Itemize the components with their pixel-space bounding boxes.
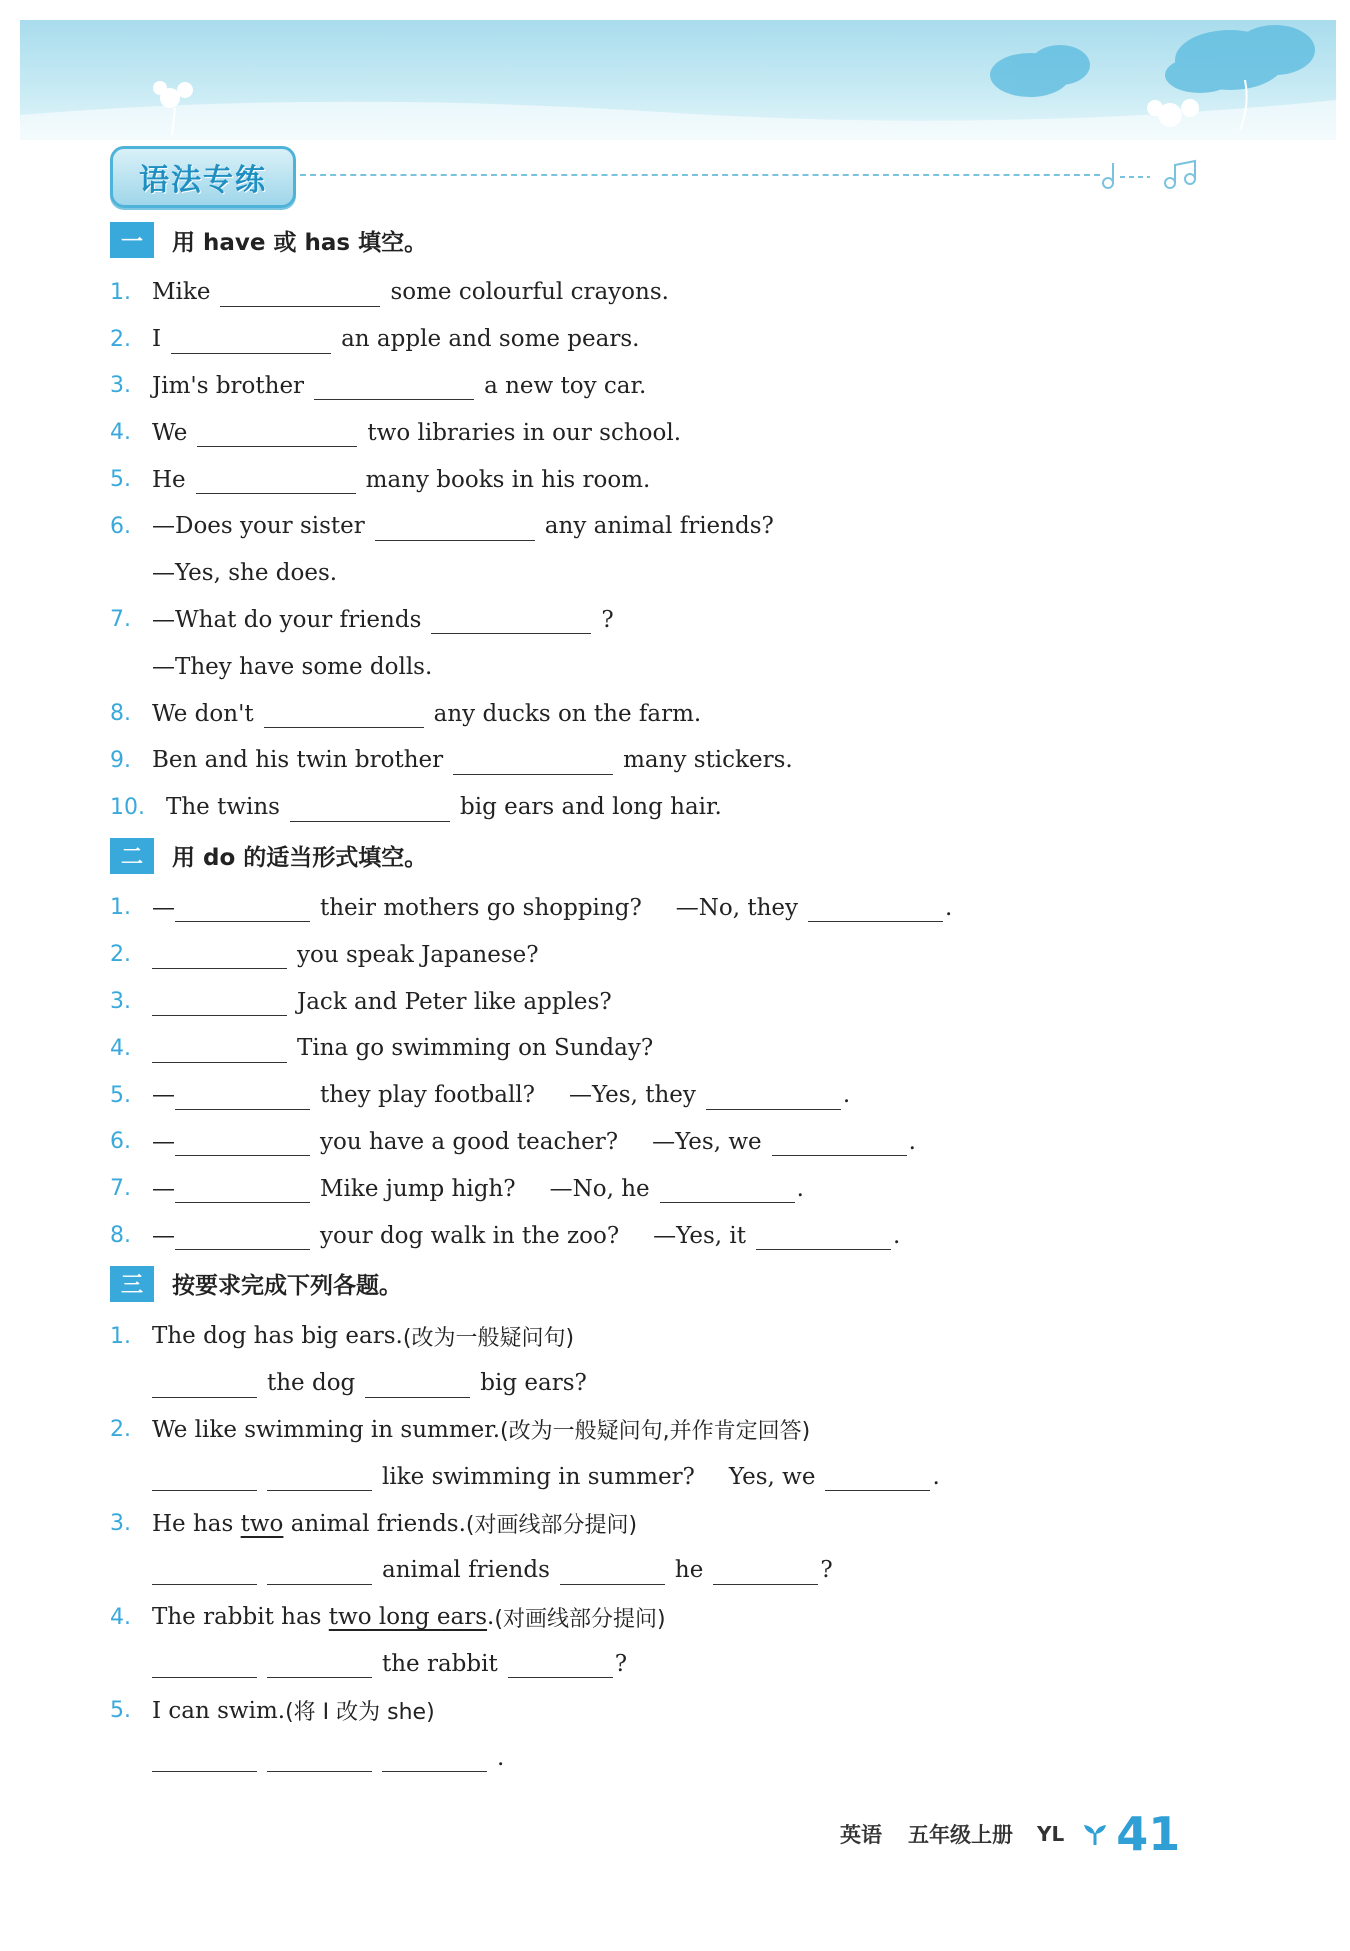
question-row — [110, 1313, 1240, 1360]
header-banner — [20, 20, 1336, 140]
answer-blank[interactable] — [220, 278, 380, 307]
answer-text: animal friends — [382, 1557, 550, 1584]
question-row — [110, 597, 1240, 644]
question-number: 9. — [110, 747, 131, 773]
part-1-header — [110, 215, 1240, 265]
answer-blank[interactable] — [808, 893, 943, 922]
punctuation: . — [945, 894, 953, 921]
question-number: 5. — [110, 467, 131, 493]
question-hint: (将 I 改为 she) — [285, 1700, 435, 1726]
question-row — [110, 978, 1240, 1025]
question-text: any animal friends? — [544, 513, 774, 540]
question-text: some colourful crayons. — [390, 279, 669, 306]
question-number: 1. — [110, 279, 131, 305]
question-number: 3. — [110, 989, 131, 1015]
question-text: Mike jump high? — [320, 1175, 516, 1202]
part-2-header — [110, 831, 1240, 881]
answer-blank[interactable] — [508, 1649, 613, 1678]
question-text: your dog walk in the zoo? — [320, 1222, 620, 1249]
answer-text: —Yes, it — [653, 1222, 746, 1249]
answer-text: he — [674, 1557, 704, 1584]
question-text: I can swim. — [152, 1697, 286, 1724]
question-number: 4. — [110, 1604, 131, 1630]
answer-text: the rabbit — [382, 1650, 498, 1677]
answer-blank[interactable] — [152, 1556, 257, 1585]
question-row — [110, 1212, 1240, 1259]
question-text: many stickers. — [623, 747, 793, 774]
banner-decoration — [20, 20, 1336, 140]
question-text: He has — [152, 1510, 241, 1537]
question-number: 6. — [110, 1129, 131, 1155]
question-text: Tina go swimming on Sunday? — [297, 1035, 654, 1062]
answer-blank[interactable] — [175, 1127, 310, 1156]
question-text: —What do your friends — [152, 606, 422, 633]
dash: — — [152, 1222, 175, 1249]
answer-blank[interactable] — [267, 1556, 372, 1585]
question-text: their mothers go shopping? — [320, 894, 642, 921]
answer-blank[interactable] — [152, 1649, 257, 1678]
answer-row — [110, 1547, 1240, 1594]
question-row — [110, 1594, 1240, 1641]
punctuation: . — [893, 1222, 901, 1249]
answer-text: —No, he — [549, 1175, 650, 1202]
question-text: you speak Japanese? — [297, 941, 539, 968]
answer-blank[interactable] — [175, 893, 310, 922]
answer-blank[interactable] — [772, 1127, 907, 1156]
question-text: Jack and Peter like apples? — [297, 988, 612, 1015]
answer-text: —Yes, they — [569, 1082, 696, 1109]
reply-text: —They have some dolls. — [152, 653, 433, 680]
question-text: Ben and his twin brother — [152, 747, 444, 774]
question-row — [110, 1407, 1240, 1454]
question-row — [110, 456, 1240, 503]
punctuation: . — [908, 1128, 916, 1155]
question-hint: (对画线部分提问) — [465, 1513, 638, 1539]
question-row — [110, 1687, 1240, 1734]
answer-blank[interactable] — [431, 605, 591, 634]
section-title-badge — [110, 146, 296, 208]
question-number: 7. — [110, 1176, 131, 1202]
part-1-badge: 一 — [110, 222, 154, 258]
dash: — — [152, 894, 175, 921]
question-row — [110, 1500, 1240, 1547]
question-text: a new toy car. — [484, 372, 647, 399]
answer-blank[interactable] — [560, 1556, 665, 1585]
punctuation: . — [842, 1082, 851, 1109]
question-text: The dog has big ears. — [152, 1323, 403, 1350]
answer-blank[interactable] — [264, 699, 424, 728]
page-footer — [840, 1806, 1180, 1862]
question-row — [110, 269, 1240, 316]
question-text: We — [152, 419, 188, 446]
answer-blank[interactable] — [152, 1743, 257, 1772]
punctuation: ? — [820, 1557, 833, 1584]
reply-row — [110, 550, 1240, 597]
answer-blank[interactable] — [756, 1221, 891, 1250]
punctuation: ? — [614, 1650, 628, 1677]
question-number: 8. — [110, 701, 131, 727]
question-number: 2. — [110, 942, 131, 968]
footer-book: 五年级上册 — [908, 1823, 1013, 1847]
answer-blank[interactable] — [660, 1174, 795, 1203]
question-text: —Does your sister — [152, 513, 365, 540]
question-row — [110, 1025, 1240, 1072]
question-row — [110, 316, 1240, 363]
answer-blank[interactable] — [825, 1462, 930, 1491]
part-2-badge: 二 — [110, 838, 154, 874]
answer-blank[interactable] — [197, 418, 357, 447]
part-2-instruction: 用 do 的适当形式填空。 — [172, 845, 428, 872]
answer-blank[interactable] — [196, 465, 356, 494]
exercise-content — [110, 215, 1240, 1781]
answer-blank[interactable] — [152, 940, 287, 969]
underlined-text: two long ears — [328, 1604, 488, 1631]
answer-blank[interactable] — [152, 1462, 257, 1491]
answer-text: —Yes, we — [652, 1128, 762, 1155]
answer-text: the dog — [267, 1370, 356, 1397]
question-hint: (对画线部分提问) — [494, 1606, 666, 1632]
question-number: 6. — [110, 513, 131, 539]
question-text: an apple and some pears. — [341, 326, 640, 353]
question-number: 3. — [110, 373, 131, 399]
question-row — [110, 885, 1240, 932]
question-text: The rabbit has — [152, 1604, 329, 1631]
music-notes-icon — [1100, 155, 1230, 195]
footer-edition: YL — [1037, 1822, 1065, 1846]
question-number: 2. — [110, 326, 131, 352]
answer-row — [110, 1360, 1240, 1407]
reply-row — [110, 643, 1240, 690]
answer-blank[interactable] — [267, 1743, 372, 1772]
answer-blank[interactable] — [175, 1174, 310, 1203]
question-number: 10. — [110, 794, 145, 820]
answer-row — [110, 1641, 1240, 1688]
underlined-text: two — [240, 1510, 284, 1537]
question-number: 3. — [110, 1511, 131, 1537]
title-divider — [300, 174, 1100, 176]
punctuation: . — [932, 1463, 940, 1490]
answer-blank[interactable] — [290, 793, 450, 822]
question-row — [110, 1165, 1240, 1212]
answer-blank[interactable] — [152, 1369, 257, 1398]
question-number: 8. — [110, 1223, 131, 1249]
question-number: 4. — [110, 420, 131, 446]
question-text: ? — [601, 606, 614, 633]
question-row — [110, 690, 1240, 737]
question-text: two libraries in our school. — [367, 419, 682, 446]
part-1-instruction: 用 have 或 has 填空。 — [172, 229, 428, 256]
answer-blank[interactable] — [152, 987, 287, 1016]
question-number: 7. — [110, 607, 131, 633]
punctuation: . — [497, 1744, 505, 1771]
section-title: 语法专练 — [139, 163, 267, 198]
part-3-header — [110, 1259, 1240, 1309]
question-text: big ears and long hair. — [459, 794, 722, 821]
question-row — [110, 409, 1240, 456]
question-number: 5. — [110, 1698, 131, 1724]
answer-blank[interactable] — [171, 325, 331, 354]
page-number: 41 — [1116, 1807, 1181, 1861]
dash: — — [152, 1082, 175, 1109]
question-text: The twins — [166, 794, 280, 821]
answer-row — [110, 1453, 1240, 1500]
question-text: animal friends. — [283, 1510, 466, 1537]
question-hint: (改为一般疑问句) — [402, 1325, 575, 1351]
answer-blank[interactable] — [382, 1743, 487, 1772]
footer-subject: 英语 — [840, 1823, 882, 1847]
question-text: I — [152, 326, 162, 353]
dash: — — [152, 1128, 175, 1155]
question-row — [110, 931, 1240, 978]
answer-text: big ears? — [480, 1370, 587, 1397]
answer-text: Yes, we — [728, 1463, 816, 1490]
question-hint: (改为一般疑问句,并作肯定回答) — [500, 1419, 811, 1445]
question-row — [110, 737, 1240, 784]
answer-blank[interactable] — [175, 1081, 310, 1110]
question-text: We don't — [152, 700, 254, 727]
question-row — [110, 503, 1240, 550]
answer-blank[interactable] — [713, 1556, 818, 1585]
reply-text: —Yes, she does. — [152, 560, 338, 587]
part-3-instruction: 按要求完成下列各题。 — [172, 1273, 402, 1300]
question-number: 2. — [110, 1417, 131, 1443]
dash: — — [152, 1175, 175, 1202]
question-number: 4. — [110, 1035, 131, 1061]
question-row — [110, 784, 1240, 831]
question-row — [110, 1119, 1240, 1166]
part-3-badge: 三 — [110, 1266, 154, 1302]
question-row — [110, 1072, 1240, 1119]
answer-text: like swimming in summer? — [382, 1463, 695, 1490]
question-text: Mike — [152, 279, 211, 306]
answer-blank[interactable] — [365, 1369, 470, 1398]
question-text: many books in his room. — [365, 466, 651, 493]
question-text: He — [152, 466, 186, 493]
answer-row — [110, 1734, 1240, 1781]
question-number: 5. — [110, 1082, 131, 1108]
question-text: any ducks on the farm. — [433, 700, 702, 727]
answer-blank[interactable] — [706, 1081, 841, 1110]
question-number: 1. — [110, 1323, 131, 1349]
question-text: they play football? — [320, 1082, 535, 1109]
answer-blank[interactable] — [267, 1462, 372, 1491]
question-text: you have a good teacher? — [320, 1128, 619, 1155]
question-number: 1. — [110, 895, 131, 921]
answer-blank[interactable] — [267, 1649, 372, 1678]
answer-blank[interactable] — [314, 371, 474, 400]
question-row — [110, 363, 1240, 410]
question-text: . — [487, 1604, 495, 1631]
punctuation: . — [796, 1175, 804, 1202]
answer-blank[interactable] — [453, 746, 613, 775]
question-text: We like swimming in summer. — [152, 1416, 501, 1443]
answer-blank[interactable] — [152, 1034, 287, 1063]
answer-blank[interactable] — [175, 1221, 310, 1250]
answer-text: —No, they — [675, 894, 799, 921]
question-text: Jim's brother — [152, 372, 305, 399]
sprout-icon — [1082, 1821, 1108, 1847]
answer-blank[interactable] — [375, 512, 535, 541]
